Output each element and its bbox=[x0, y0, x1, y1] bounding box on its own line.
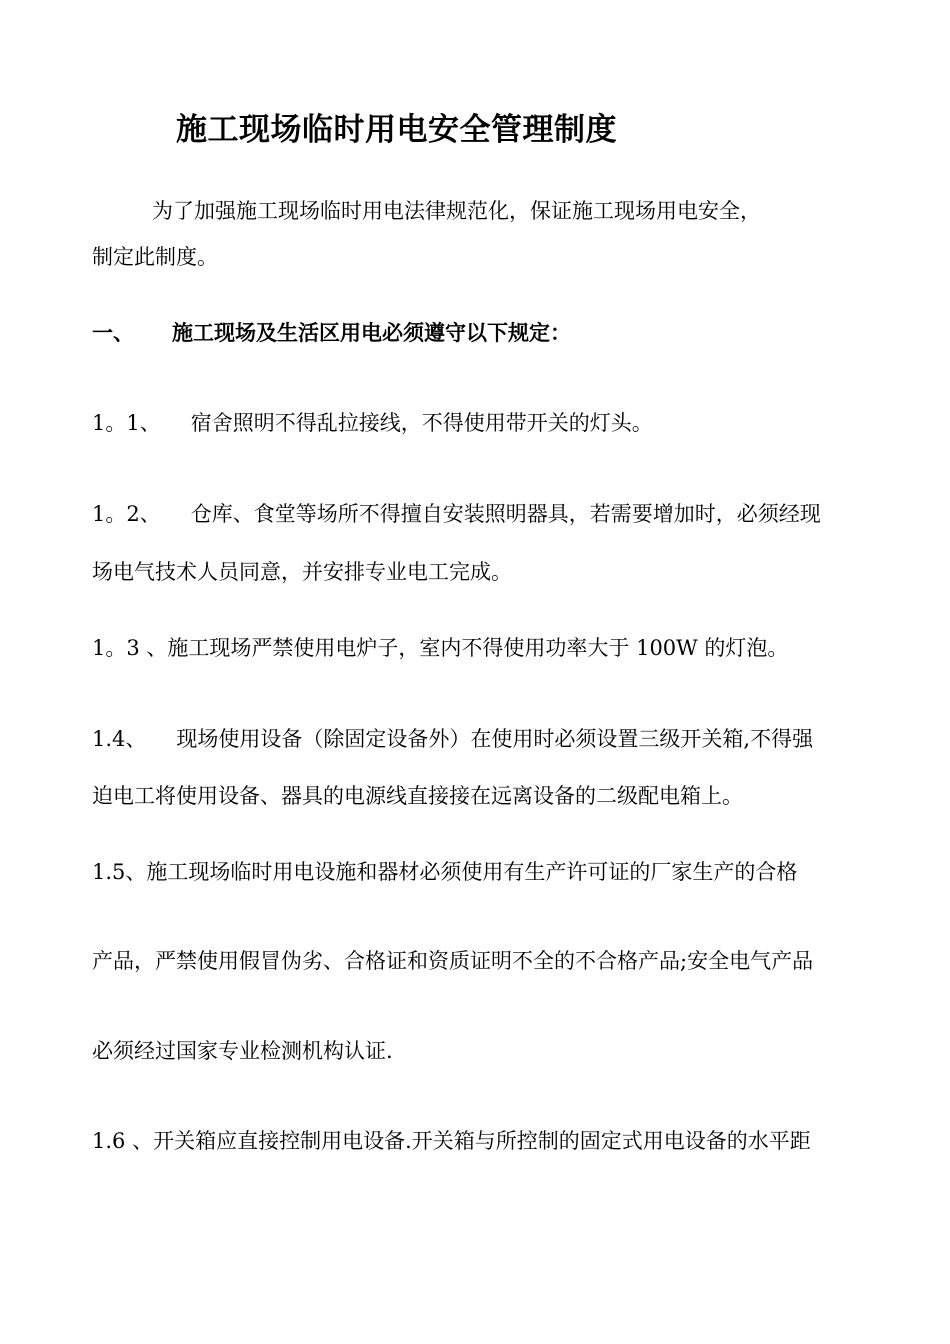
item-text: 开关箱应直接控制用电设备.开关箱与所控制的固定式用电设备的水平距 bbox=[153, 1129, 811, 1153]
item-number: 1。2、 bbox=[92, 502, 161, 526]
item-text: 施工现场严禁使用电炉子，室内不得使用功率大于 100W 的灯泡。 bbox=[167, 636, 789, 660]
item-number: 1.5、 bbox=[92, 860, 147, 884]
item-number: 1.4、 bbox=[92, 727, 147, 751]
intro-line-2: 制定此制度。 bbox=[92, 245, 218, 269]
item-text: 现场使用设备（除固定设备外）在使用时必须设置三级开关箱,不得强 bbox=[176, 727, 814, 751]
item-1-4-cont: 迫电工将使用设备、器具的电源线直接接在远离设备的二级配电箱上。 bbox=[92, 784, 743, 808]
item-text: 宿舍照明不得乱拉接线，不得使用带开关的灯头。 bbox=[190, 411, 653, 435]
item-number: 1。3 、 bbox=[92, 636, 168, 660]
intro-line-1: 为了加强施工现场临时用电法律规范化，保证施工现场用电安全， bbox=[152, 199, 761, 223]
item-1-3 bbox=[92, 638, 788, 659]
item-1-5-cont-1: 产品，严禁使用假冒伪劣、合格证和资质证明不全的不合格产品;安全电气产品 bbox=[92, 949, 814, 973]
item-1-6 bbox=[92, 1131, 811, 1152]
item-number: 1.6 、 bbox=[92, 1129, 154, 1153]
section-1-heading-text: 施工现场及生活区用电必须遵守以下规定： bbox=[172, 321, 571, 345]
item-1-5 bbox=[92, 862, 797, 883]
document-title: 施工现场临时用电安全管理制度 bbox=[176, 112, 617, 148]
item-text: 施工现场临时用电设施和器材必须使用有生产许可证的厂家生产的合格 bbox=[146, 860, 798, 884]
item-1-2-cont: 场电气技术人员同意，并安排专业电工完成。 bbox=[92, 560, 512, 584]
item-1-5-cont-2: 必须经过国家专业检测机构认证. bbox=[92, 1039, 393, 1063]
item-number: 1。1、 bbox=[92, 411, 161, 435]
item-text: 仓库、食堂等场所不得擅自安装照明器具，若需要增加时，必须经现 bbox=[190, 502, 821, 526]
item-1-2 bbox=[92, 504, 821, 525]
section-1-number: 一、 bbox=[92, 321, 134, 345]
item-1-1 bbox=[92, 413, 653, 434]
section-1-heading bbox=[92, 323, 571, 344]
item-1-4 bbox=[92, 729, 813, 750]
